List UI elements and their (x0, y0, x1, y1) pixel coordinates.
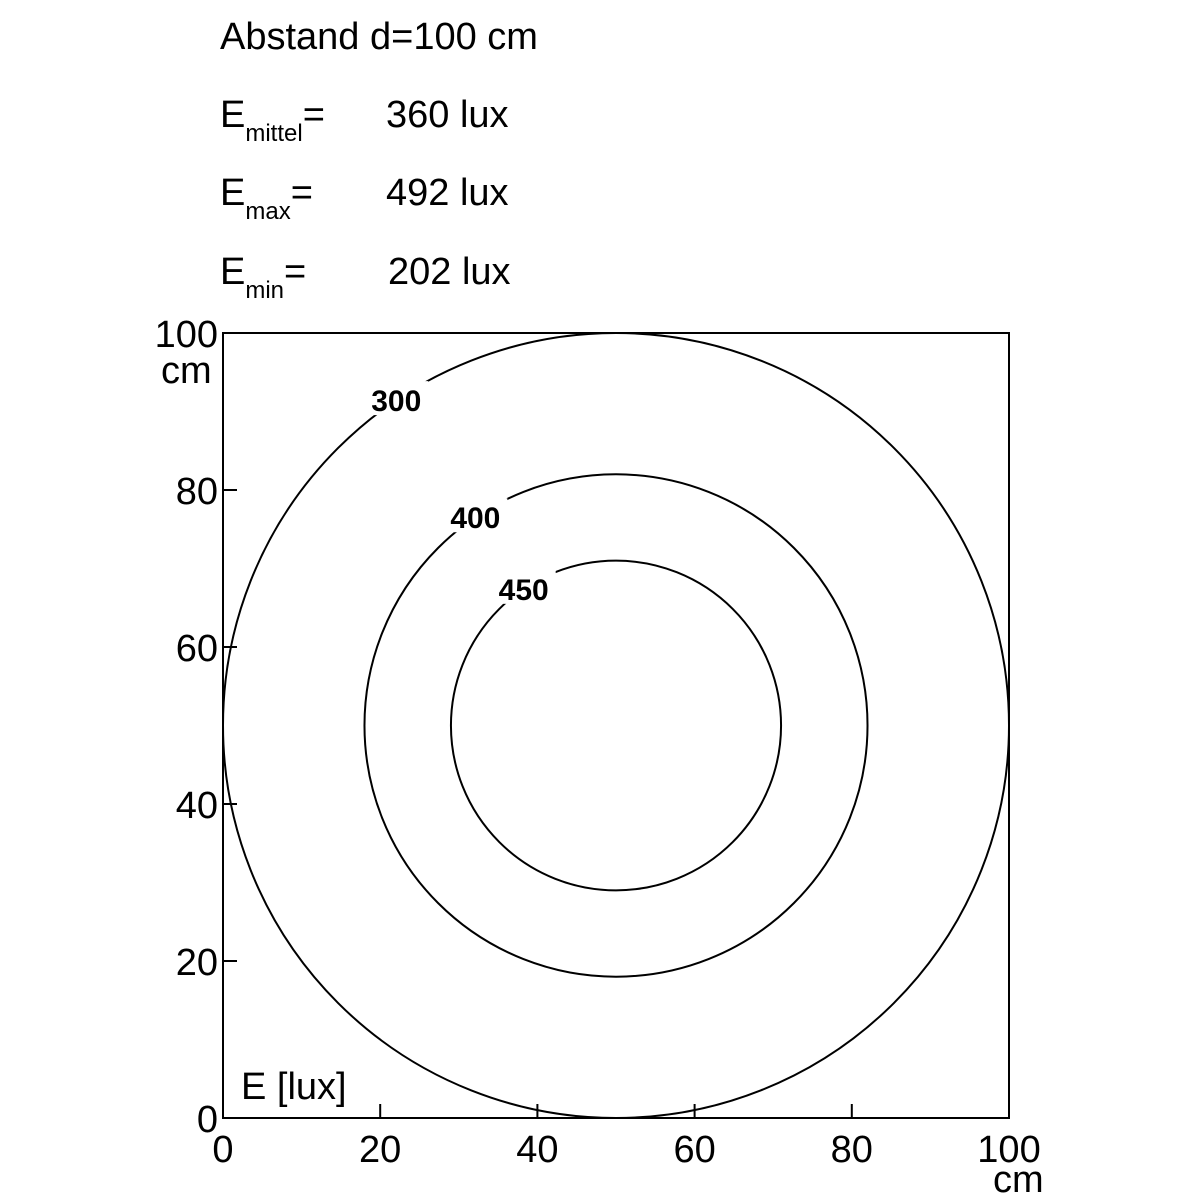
stat-subscript: min (245, 277, 285, 304)
y-tick-label: 100 (154, 314, 218, 356)
contour-line-400 (364, 474, 867, 976)
contour-label: 300 (371, 385, 422, 419)
distance-title: Abstand d=100 cm (220, 16, 538, 58)
stat-equals: = (284, 251, 307, 293)
contour-line-300 (223, 333, 1009, 1118)
plot-frame (223, 333, 1009, 1118)
stat-value-min: 202 lux (388, 251, 511, 293)
x-tick-label: 40 (516, 1129, 559, 1171)
stat-symbol: E (220, 251, 246, 293)
contour-label: 450 (498, 573, 549, 607)
stat-symbol: E (220, 172, 246, 214)
x-unit-label: cm (993, 1159, 1044, 1200)
x-tick-label: 60 (673, 1129, 716, 1171)
y-unit-label: cm (161, 350, 212, 392)
stat-subscript: mittel (245, 120, 303, 147)
contour-line-450 (451, 561, 781, 891)
y-tick-label: 40 (175, 785, 218, 827)
stat-symbol: E (220, 94, 246, 136)
stat-equals: = (302, 94, 325, 136)
x-tick-label: 100 (977, 1129, 1041, 1171)
x-tick-label: 0 (212, 1129, 234, 1171)
y-tick-label: 80 (175, 471, 218, 513)
stat-subscript: max (245, 198, 291, 225)
stat-value-max: 492 lux (386, 172, 509, 214)
stat-equals: = (290, 172, 313, 214)
x-tick-label: 20 (359, 1129, 402, 1171)
y-tick-label: 60 (175, 628, 218, 670)
x-tick-label: 80 (830, 1129, 873, 1171)
contour-label: 400 (450, 502, 501, 536)
stat-value-mittel: 360 lux (386, 94, 509, 136)
y-tick-label: 20 (175, 942, 218, 984)
y-tick-label: 0 (196, 1099, 218, 1141)
quantity-label: E [lux] (241, 1066, 347, 1108)
